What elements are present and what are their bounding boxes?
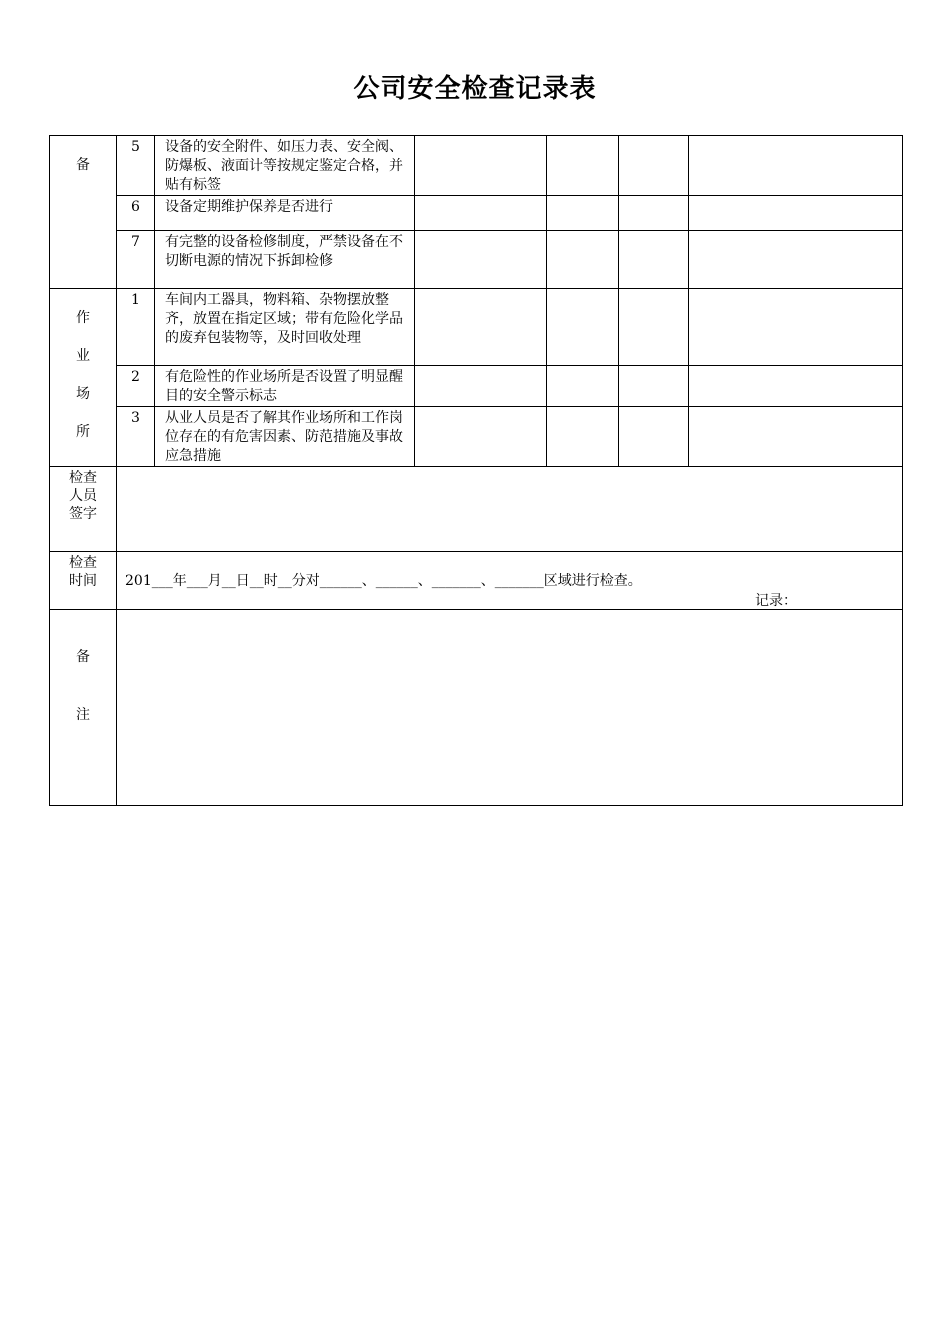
recorder-label: 记录： [755,593,797,609]
check-cell[interactable] [689,196,903,231]
check-cell[interactable] [619,196,689,231]
check-cell[interactable] [619,136,689,196]
check-cell[interactable] [619,231,689,289]
inspector-signature-label [50,467,117,552]
table-row [50,196,903,231]
item-number: 3 [117,407,155,467]
check-cell[interactable] [689,136,903,196]
table-row [50,552,903,610]
check-cell[interactable] [547,196,619,231]
check-cell[interactable] [415,289,547,366]
remarks-field[interactable] [117,610,903,806]
item-number: 5 [117,136,155,196]
inspection-time-field[interactable] [117,552,903,610]
item-number: 1 [117,289,155,366]
inspection-time-label-text: 检查时间 [69,555,97,589]
item-number: 7 [117,231,155,289]
item-text: 从业人员是否了解其作业场所和工作岗位存在的有危害因素、防范措施及事故应急措施 [155,407,415,467]
item-text: 车间内工器具，物料箱、杂物摆放整齐，放置在指定区域；带有危险化学品的废弃包装物等，及时回收处理 [155,289,415,366]
table-row [50,136,903,196]
table-row [50,467,903,552]
section-category-char: 作 [76,310,90,326]
check-cell[interactable] [547,366,619,407]
check-cell[interactable] [689,231,903,289]
item-text: 设备的安全附件、如压力表、安全阀、防爆板、液面计等按规定鉴定合格，并贴有标签 [155,136,415,196]
section-category-char: 业 [76,348,90,364]
check-cell[interactable] [415,366,547,407]
check-cell[interactable] [547,407,619,467]
check-cell[interactable] [547,136,619,196]
check-cell[interactable] [415,136,547,196]
section-category-label: 备 [76,157,90,173]
remarks-label-char: 备 [76,649,90,665]
check-cell[interactable] [619,289,689,366]
item-text: 设备定期维护保养是否进行 [155,196,415,231]
table-row [50,289,903,366]
section-category-char: 场 [76,386,90,402]
item-number: 2 [117,366,155,407]
check-cell[interactable] [689,407,903,467]
section-category-char: 所 [76,424,90,440]
table-row [50,366,903,407]
item-text: 有完整的设备检修制度，严禁设备在不切断电源的情况下拆卸检修 [155,231,415,289]
check-cell[interactable] [689,289,903,366]
check-cell[interactable] [619,407,689,467]
inspection-time-label [50,552,117,610]
check-cell[interactable] [415,196,547,231]
check-cell[interactable] [547,231,619,289]
item-number: 6 [117,196,155,231]
remarks-label [50,610,117,806]
inspection-time-text: 201___年___月__日__时__分对______、______、_______、_______区域进行检查。 [125,573,642,589]
check-cell[interactable] [547,289,619,366]
table-row [50,407,903,467]
check-cell[interactable] [689,366,903,407]
remarks-label-char: 注 [76,707,90,723]
check-cell[interactable] [415,407,547,467]
section-category [50,289,117,467]
inspector-signature-label-text: 检查人员签字 [69,470,97,522]
item-text: 有危险性的作业场所是否设置了明显醒目的安全警示标志 [155,366,415,407]
table-row [50,231,903,289]
check-cell[interactable] [619,366,689,407]
page-title: 公司安全检查记录表 [353,74,597,104]
check-cell[interactable] [415,231,547,289]
section-category [50,136,117,289]
inspection-table [49,135,903,806]
inspector-signature-field[interactable] [117,467,903,552]
table-row [50,610,903,806]
